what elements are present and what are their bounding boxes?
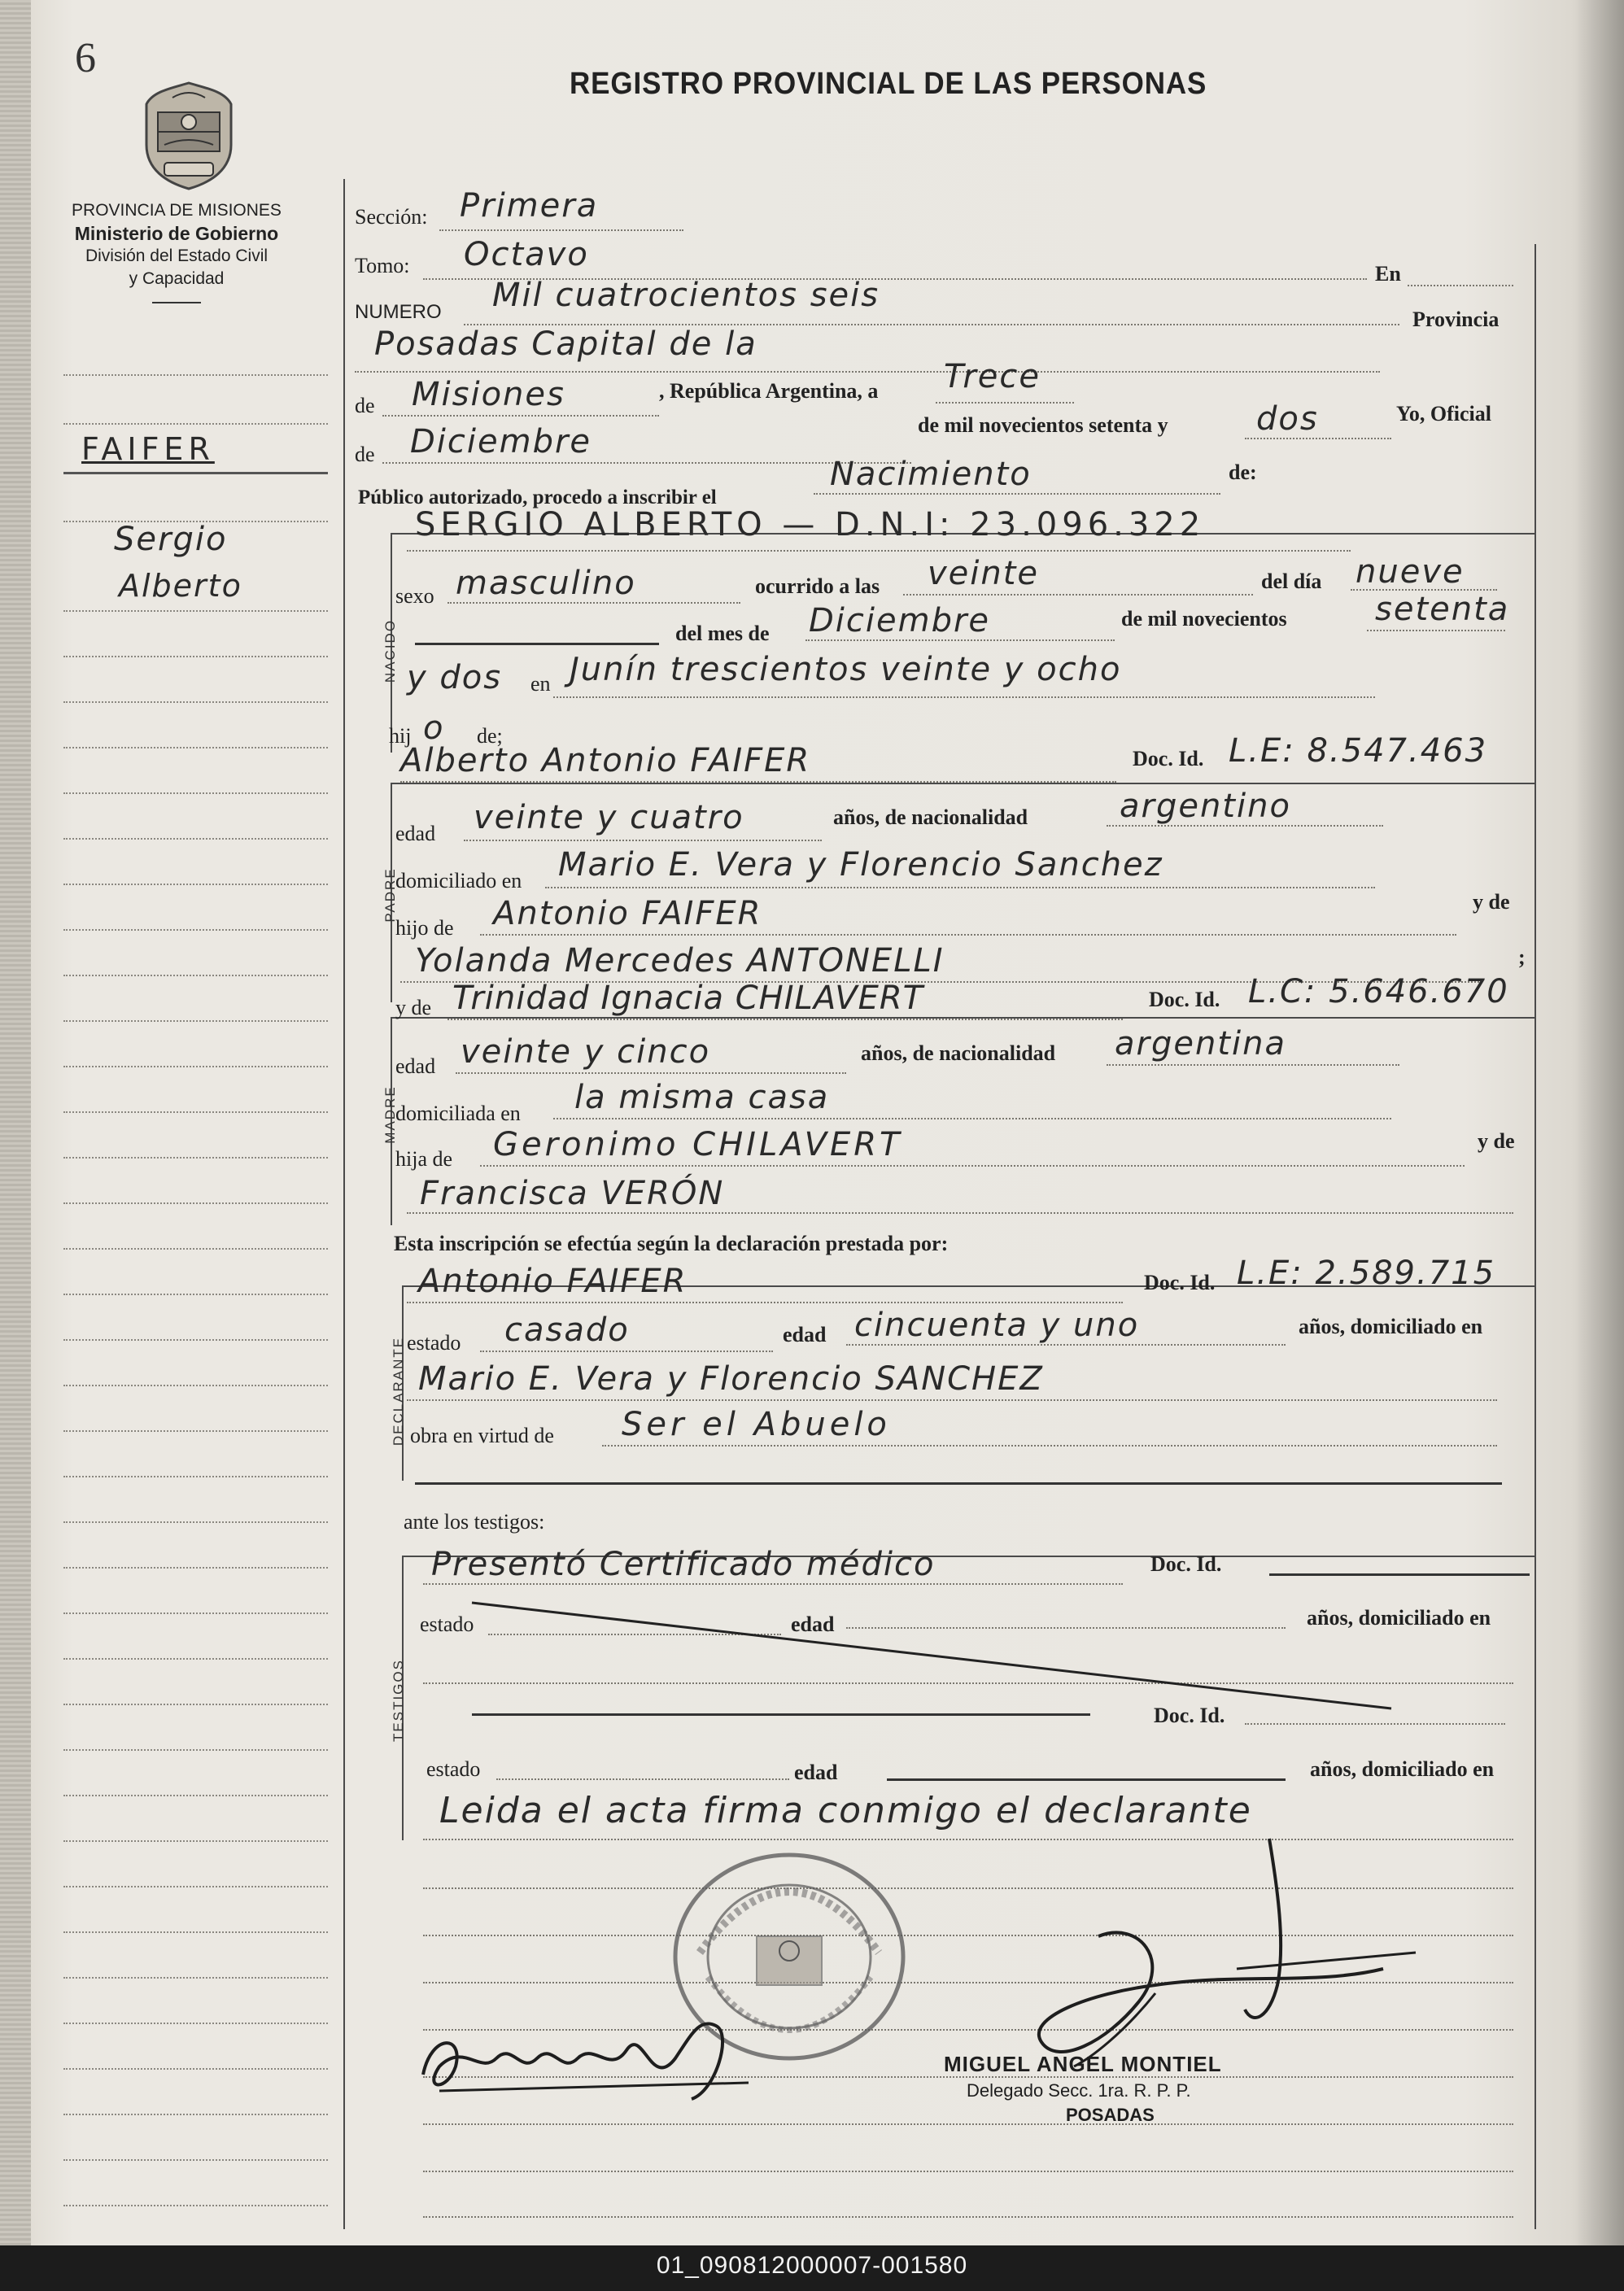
tipo-value: Nacimiento — [830, 456, 1032, 493]
cierre-value: Leida el acta firma conmigo el declarante — [439, 1790, 1252, 1831]
provincia-value: Misiones — [412, 376, 565, 413]
de-label-2: de — [355, 443, 375, 466]
document-title: REGISTRO PROVINCIAL DE LAS PERSONAS — [570, 67, 1207, 101]
dotted-line — [464, 840, 822, 841]
ledger-line — [63, 1248, 328, 1250]
madre-hija-de-label: hija de — [395, 1147, 453, 1171]
issuer-capacity: y Capacidad — [129, 269, 225, 288]
declarante-doc-label: Doc. Id. — [1144, 1271, 1216, 1294]
testigo-1-value: Presentó Certificado médico — [431, 1546, 936, 1583]
declarante-estado-label: estado — [407, 1331, 461, 1355]
dotted-line — [407, 1399, 1497, 1401]
lugar-value: Posadas Capital de la — [374, 325, 757, 363]
ledger-line — [63, 747, 328, 748]
dotted-line — [903, 594, 1253, 596]
padre-edad-value: veinte y cuatro — [474, 799, 744, 836]
dotted-line — [400, 781, 1116, 783]
del-mes-label: del mes de — [675, 622, 770, 645]
ledger-line — [63, 610, 328, 612]
official-block — [944, 2052, 1222, 2126]
ledger-line — [63, 1020, 328, 1022]
ledger-line — [63, 2114, 328, 2115]
hijo-value: o — [423, 709, 445, 747]
de-colon-label: de: — [1229, 460, 1257, 484]
anio-value-nacido-b: y dos — [407, 659, 503, 696]
official-city: POSADAS — [1066, 2105, 1155, 2125]
tomo-label: Tomo: — [355, 254, 410, 277]
padre-dom-label: domiciliado en — [395, 869, 522, 892]
ledger-line — [63, 884, 328, 885]
dotted-line — [480, 1165, 1465, 1167]
padre-madre-de-value: Yolanda Mercedes ANTONELLI — [415, 942, 945, 980]
ledger-line — [63, 1476, 328, 1477]
testigo-1-dom-label: años, domiciliado en — [1307, 1606, 1491, 1630]
main-frame-left — [343, 179, 345, 2229]
blank-rule — [887, 1778, 1286, 1781]
section-divider — [391, 783, 1535, 784]
ledger-line — [63, 423, 328, 425]
dotted-line — [545, 887, 1375, 888]
footer-id: 01_090812000007-001580 — [656, 2252, 968, 2279]
dotted-line — [456, 1072, 846, 1074]
testigo-2-doc-label: Doc. Id. — [1154, 1704, 1225, 1727]
numero-value: Mil cuatrocientos seis — [492, 277, 880, 314]
madre-doc-label: Doc. Id. — [1149, 988, 1220, 1011]
publico-label: Público autorizado, procedo a inscribir el — [358, 487, 717, 508]
padre-side-label: PADRE — [382, 867, 398, 923]
anio-value: dos — [1256, 400, 1319, 438]
ledger-line — [63, 1612, 328, 1614]
ledger-line — [63, 1430, 328, 1432]
padre-nombre: Alberto Antonio FAIFER — [400, 742, 811, 779]
madre-y-de-label: y de — [395, 996, 432, 1019]
dotted-line — [1107, 1064, 1399, 1066]
blank-rule — [1269, 1573, 1530, 1576]
declarante-obra-value: Ser el Abuelo — [622, 1406, 891, 1443]
madre-hija-de-value: Geronimo CHILAVERT — [493, 1126, 903, 1163]
ledger-line — [63, 1385, 328, 1386]
testigo-2-estado-label: estado — [426, 1757, 481, 1781]
madre-edad-label: edad — [395, 1054, 436, 1078]
dotted-line — [355, 371, 1380, 373]
madre-nombre: Trinidad Ignacia CHILAVERT — [452, 980, 924, 1017]
padre-edad-label: edad — [395, 822, 436, 845]
declarante-edad-value: cincuenta y uno — [854, 1307, 1140, 1344]
nacido-nombre: SERGIO ALBERTO — D.N.I: 23.096.322 — [415, 506, 1206, 543]
padre-hijo-de-label: hijo de — [395, 916, 454, 940]
main-frame-right — [1535, 244, 1536, 2229]
misiones-emblem-icon — [140, 80, 238, 192]
padre-semicolon: ; — [1518, 945, 1526, 969]
dotted-line — [1408, 285, 1513, 286]
padre-y-de-label: y de — [1473, 890, 1510, 914]
dia-value-nacido: nueve — [1356, 553, 1465, 591]
padre-nac-value: argentino — [1120, 788, 1291, 825]
dotted-line — [407, 1302, 1123, 1303]
testigo-1-edad-label: edad — [791, 1612, 835, 1636]
numero-label: NUMERO — [355, 301, 442, 323]
mil-label-a: de mil novecientos se — [918, 413, 1107, 437]
dotted-line — [814, 493, 1220, 495]
page-number: 6 — [75, 35, 96, 81]
dotted-line — [805, 639, 1115, 641]
ledger-line — [63, 1886, 328, 1887]
testigo-1-estado-label: estado — [420, 1612, 474, 1636]
ledger-line — [63, 2205, 328, 2206]
ledger-line — [63, 929, 328, 931]
right-signature — [895, 1822, 1465, 2083]
declarante-side-label: DECLARANTE — [391, 1336, 406, 1447]
dotted-line — [423, 2216, 1513, 2218]
mes-value-nacido: Diciembre — [809, 602, 991, 639]
ledger-line — [63, 656, 328, 657]
binding-spine — [0, 0, 31, 2245]
testigos-side-label: TESTIGOS — [391, 1659, 406, 1742]
padre-doc-label: Doc. Id. — [1133, 747, 1204, 770]
dotted-line — [936, 402, 1074, 404]
testigo-2-edad-label: edad — [794, 1761, 838, 1784]
dotted-line — [553, 1118, 1391, 1119]
ledger-line — [63, 1157, 328, 1159]
dotted-line — [423, 2171, 1513, 2172]
margin-given-2: Alberto — [119, 568, 242, 604]
mes-value: Diciembre — [410, 423, 592, 460]
padre-nac-label: años, de nacionalidad — [833, 805, 1028, 829]
dotted-line — [553, 696, 1375, 698]
dotted-line — [439, 229, 683, 231]
declarante-dom-value: Mario E. Vera y Florencio SANCHEZ — [418, 1360, 1044, 1398]
ledger-line — [63, 1294, 328, 1295]
republica-label: , República Argentina, a — [659, 379, 879, 403]
madre-dom-value: la misma casa — [574, 1079, 830, 1116]
ledger-line — [63, 1931, 328, 1933]
nacido-side-label: NACIDO — [382, 618, 398, 683]
dotted-line — [407, 1212, 1513, 1214]
tomo-value: Octavo — [464, 236, 589, 273]
de-label: de — [355, 394, 375, 417]
ocurrido-label: ocurrido a las — [755, 574, 880, 598]
dotted-line — [480, 1351, 773, 1352]
ledger-line — [63, 2068, 328, 2070]
seccion-value: Primera — [460, 187, 599, 225]
mil-novecientos-label: de mil novecientos — [1121, 607, 1287, 631]
madre-side-label: MADRE — [382, 1085, 398, 1144]
ledger-line — [63, 1704, 328, 1705]
ledger-line — [63, 1066, 328, 1067]
issuer-division: División del Estado Civil — [85, 247, 268, 265]
ledger-line — [63, 1202, 328, 1204]
dotted-line — [846, 1344, 1286, 1346]
declaracion-label: Esta inscripción se efectúa según la declaración prestada por: — [394, 1232, 949, 1255]
dia-value: Trece — [944, 358, 1041, 395]
mil-label — [918, 413, 1168, 438]
issuer-block — [42, 199, 311, 303]
issuer-rule — [152, 302, 201, 303]
en-label: En — [1375, 262, 1401, 286]
madre-nac-label: años, de nacionalidad — [861, 1041, 1056, 1065]
dotted-line — [447, 1019, 1123, 1020]
declarante-estado-value: casado — [504, 1311, 630, 1349]
dotted-line — [447, 602, 740, 604]
ledger-line — [63, 1658, 328, 1660]
en-label-nacido: en — [530, 672, 551, 696]
cancel-stroke — [456, 1586, 1416, 1725]
dotted-line — [1367, 630, 1505, 631]
yo-oficial-label: Yo, Oficial — [1396, 402, 1491, 425]
hijo-label-a: hij — [389, 724, 412, 748]
declarante-doc-value: L.E: 2.589.715 — [1237, 1255, 1496, 1292]
dotted-line — [480, 934, 1456, 936]
ledger-line — [63, 1840, 328, 1842]
ledger-line — [63, 1567, 328, 1569]
ledger-line — [63, 1795, 328, 1796]
dotted-line — [382, 415, 659, 417]
left-signature — [407, 2001, 789, 2115]
dotted-line — [423, 1583, 1123, 1585]
margin-surname: FAIFER — [81, 431, 215, 467]
testigo-1-doc-label: Doc. Id. — [1150, 1552, 1222, 1576]
blank-rule — [415, 643, 659, 645]
madre-nac-value: argentina — [1115, 1025, 1286, 1063]
sexo-value: masculino — [456, 565, 636, 602]
declarante-nombre: Antonio FAIFER — [418, 1263, 688, 1300]
ante-testigos-label: ante los testigos: — [404, 1510, 545, 1534]
padre-hijo-de-value: Antonio FAIFER — [493, 895, 762, 932]
ledger-line — [63, 1521, 328, 1523]
dotted-line — [602, 1445, 1497, 1447]
ledger-line — [63, 1111, 328, 1113]
dotted-line — [1107, 825, 1383, 827]
blank-rule — [415, 1482, 1502, 1485]
dotted-line — [1245, 438, 1391, 439]
margin-given-1: Sergio — [114, 521, 228, 558]
ledger-line — [63, 2159, 328, 2161]
lugar-nacido: Junín trescientos veinte y ocho — [570, 651, 1122, 688]
padre-doc-value: L.E: 8.547.463 — [1229, 732, 1488, 770]
ledger-line — [63, 792, 328, 794]
provincia-label: Provincia — [1412, 308, 1500, 331]
madre-madre-de-value: Francisca VERÓN — [420, 1175, 725, 1212]
madre-dom-label: domiciliada en — [395, 1102, 521, 1125]
page-shadow — [1575, 0, 1624, 2245]
padre-dom-value: Mario E. Vera y Florencio Sanchez — [558, 846, 1163, 884]
ledger-line — [63, 1977, 328, 1979]
declarante-dom-label: años, domiciliado en — [1299, 1315, 1483, 1338]
ledger-line — [63, 2023, 328, 2024]
issuer-province: PROVINCIA DE MISIONES — [72, 201, 282, 220]
madre-edad-value: veinte y cinco — [461, 1033, 711, 1071]
ledger-line — [63, 472, 328, 474]
del-dia-label: del día — [1261, 569, 1322, 593]
ledger-line — [63, 374, 328, 376]
mil-label-t: t — [1106, 413, 1114, 437]
sexo-label: sexo — [395, 584, 434, 608]
mil-label-b: enta y — [1113, 413, 1168, 437]
official-role: Delegado Secc. 1ra. R. P. P. — [967, 2080, 1191, 2101]
anio-value-nacido-a: setenta — [1375, 591, 1510, 628]
declarante-obra-label: obra en virtud de — [410, 1424, 554, 1447]
ledger-line — [63, 1749, 328, 1751]
ledger-line — [63, 838, 328, 840]
declarante-edad-label: edad — [783, 1323, 827, 1346]
official-name: MIGUEL ANGEL MONTIEL — [944, 2052, 1222, 2076]
dotted-line — [407, 550, 1351, 552]
ledger-line — [63, 975, 328, 976]
ledger-line — [63, 1339, 328, 1341]
ledger-line — [63, 701, 328, 703]
hora-value: veinte — [928, 555, 1040, 592]
testigo-2-dom-label: años, domiciliado en — [1310, 1757, 1495, 1781]
issuer-ministry: Ministerio de Gobierno — [74, 223, 279, 244]
madre-doc-value: L.C: 5.646.670 — [1248, 973, 1509, 1010]
seccion-label: Sección: — [355, 205, 428, 229]
hijo-label-b: de; — [477, 724, 503, 748]
madre-y-de-label-2: y de — [1478, 1129, 1515, 1153]
dotted-line — [496, 1778, 789, 1780]
